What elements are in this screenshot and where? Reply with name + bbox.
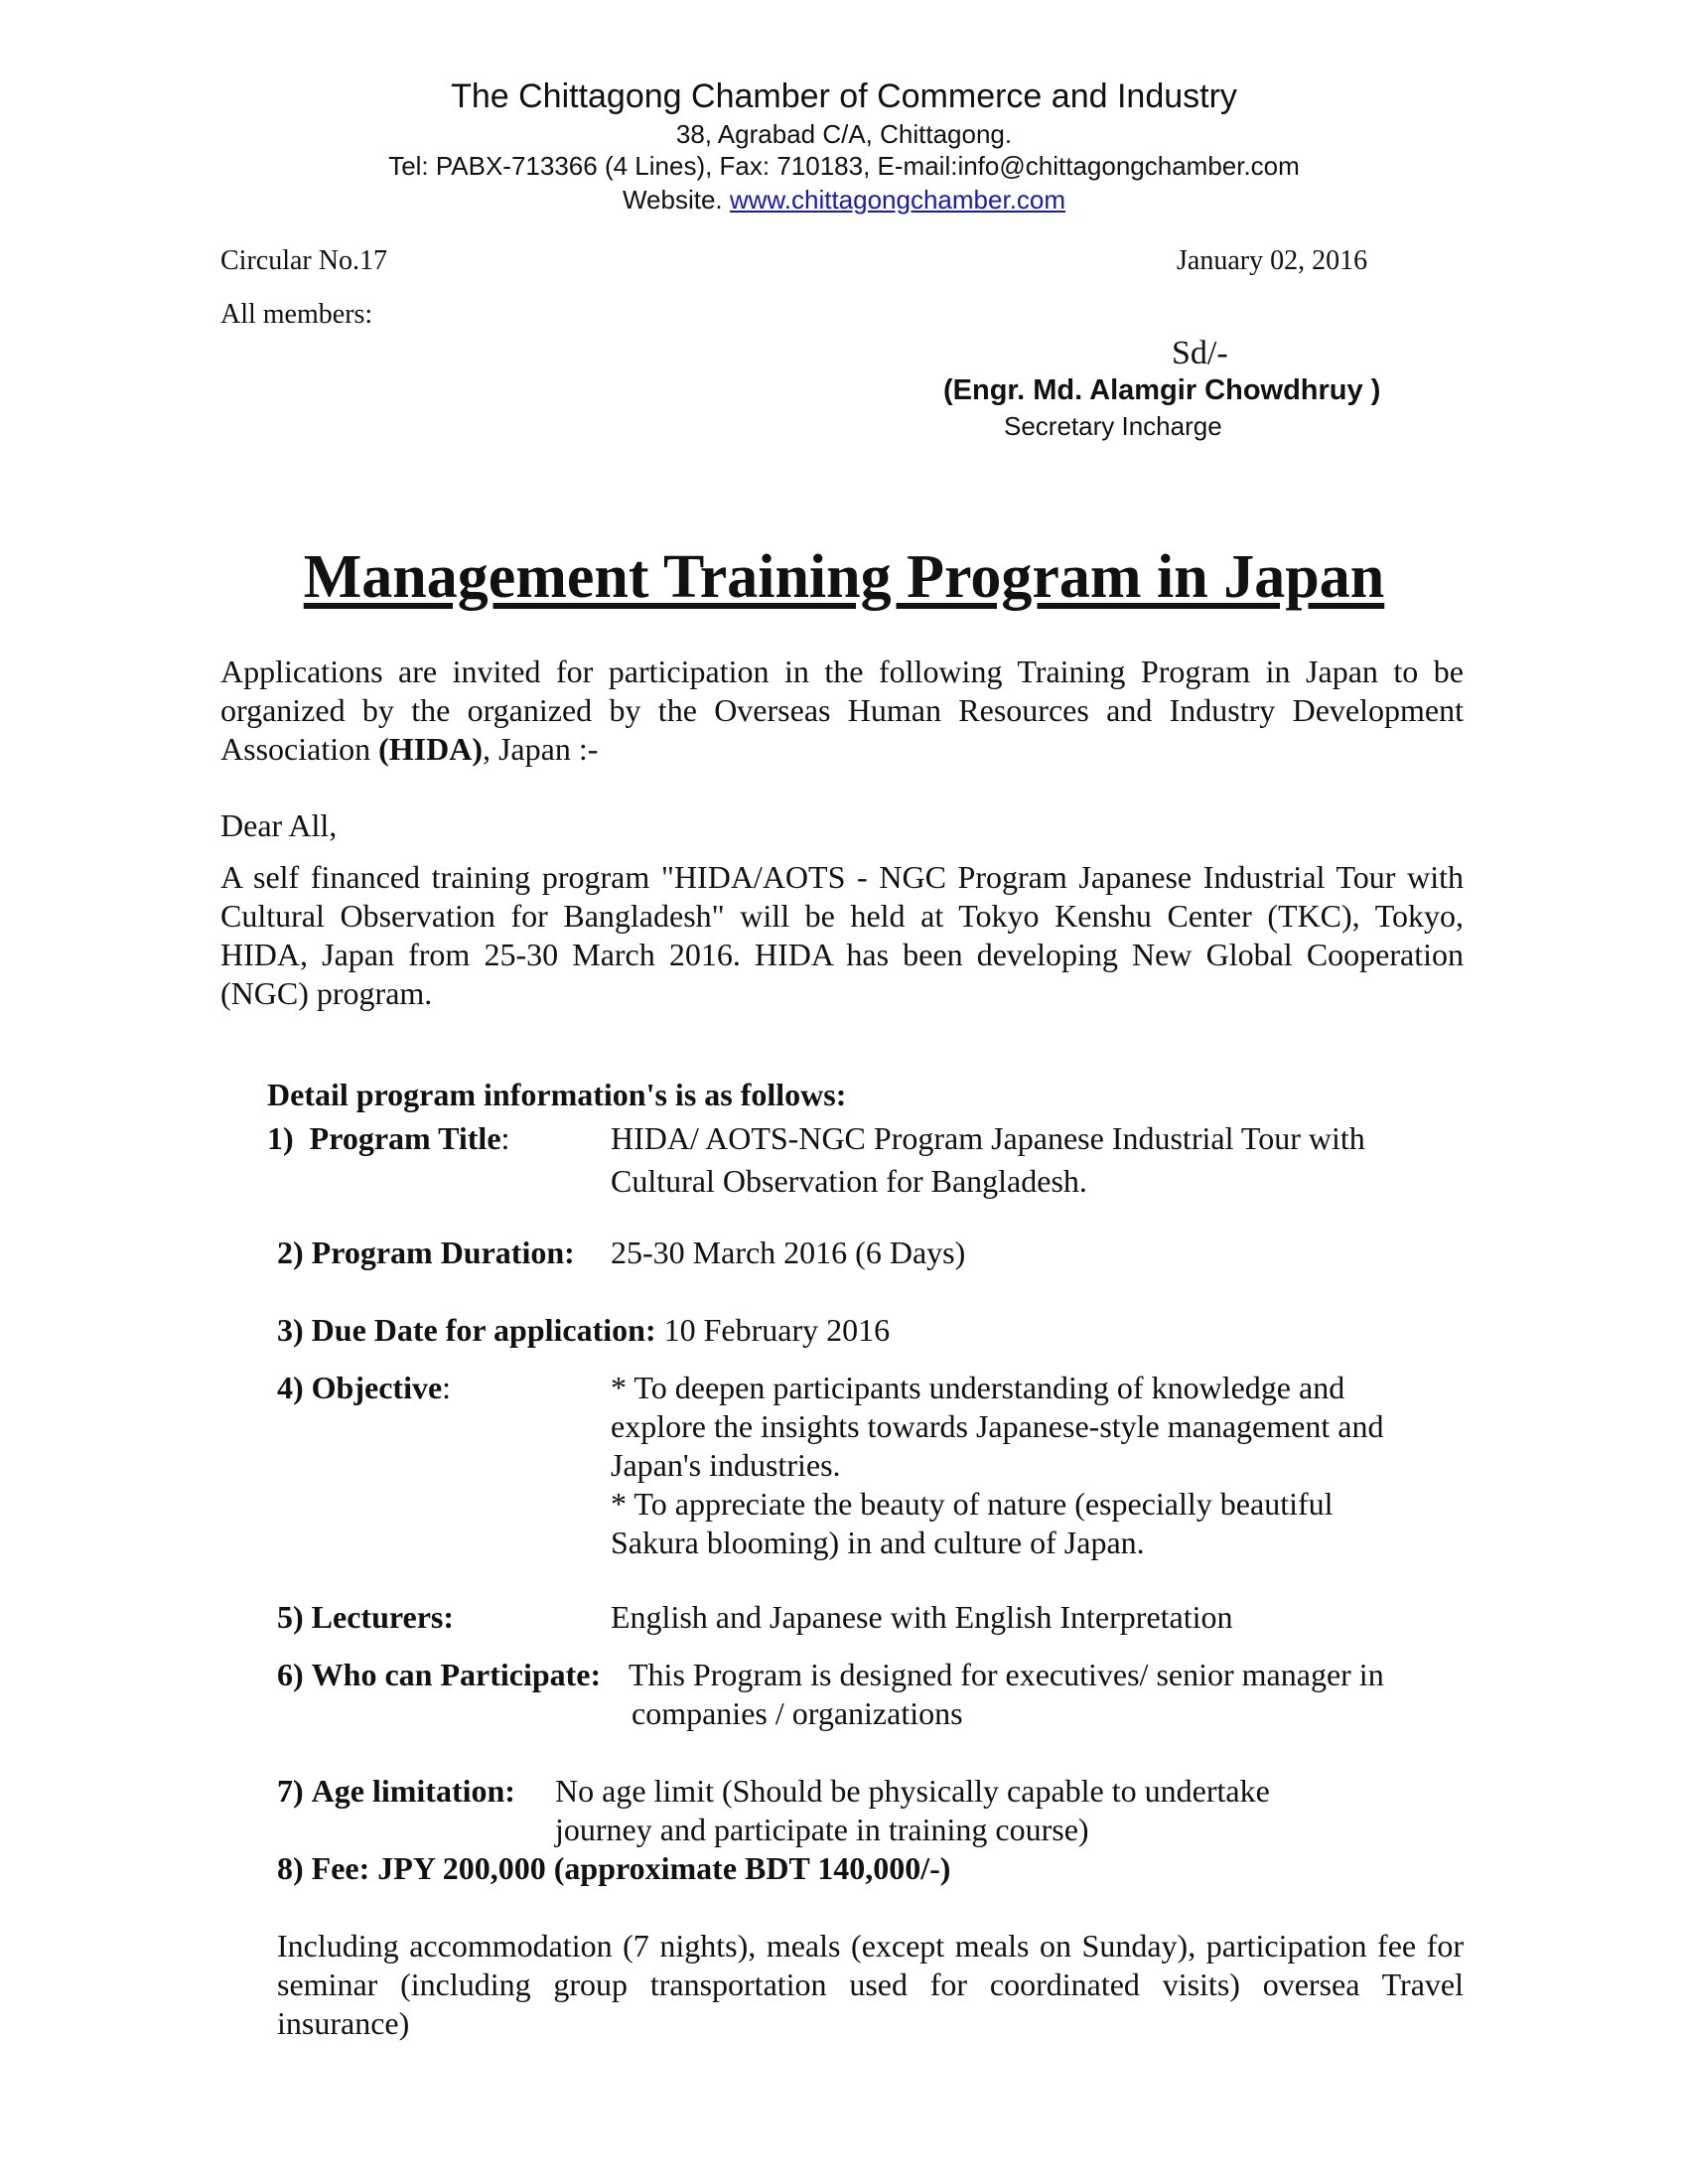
detail-item-1-value: HIDA/ AOTS-NGC Program Japanese Industrial Tour with Cultural Observation for Bangladesh. (611, 1120, 1365, 1199)
intro-bold: (HIDA) (378, 731, 483, 767)
website-label: Website. (622, 185, 723, 215)
intro-text-after: , Japan :- (482, 731, 599, 767)
page-title: Management Training Program in Japan (303, 543, 1385, 611)
org-website-line (0, 185, 1688, 216)
description-paragraph: A self financed training program "HIDA/AOTS - NGC Program Japanese Industrial Tour with Cultural Observation for Bangladesh" will be held at Tokyo Kenshu Center (TKC), Tokyo, HIDA, Japan from 25-30 March 2016. HIDA has been developing New Global Cooperation (NGC) program. (220, 859, 1464, 1011)
detail-item-3: 3) Due Date for application: 10 February 2016 (277, 1312, 891, 1348)
detail-item-6-label: 6) Who can Participate: (277, 1657, 602, 1692)
detail-item-7-label: 7) Age limitation: (277, 1773, 515, 1809)
circular-number: Circular No.17 (220, 245, 387, 276)
org-address: 38, Agrabad C/A, Chittagong. (675, 119, 1013, 149)
detail-item-2-label: 2) Program Duration: (277, 1235, 575, 1270)
detail-item-8: 8) Fee: JPY 200,000 (approximate BDT 140,000/-) (277, 1850, 951, 1886)
detail-item-7-value: No age limit (Should be physically capable to undertake journey and participate in training course) (555, 1773, 1270, 1847)
circular-recipients: All members: (220, 299, 373, 330)
intro-text: Applications are invited for participation in the following Training Program in Japan to be organized by the organized by the Overseas Human Resources and Industry Development Association (220, 654, 1464, 767)
detail-item-5-value: English and Japanese with English Interpretation (611, 1599, 1233, 1635)
detail-item-2-value: 25-30 March 2016 (6 Days) (611, 1235, 966, 1270)
detail-item-5-label: 5) Lecturers: (277, 1599, 454, 1635)
circular-date: January 02, 2016 (1177, 245, 1368, 276)
detail-item-6-value: This Program is designed for executives/ senior manager in companies / organizations (629, 1657, 1384, 1731)
details-heading: Detail program information's is as follows: (267, 1077, 847, 1112)
fee-note: Including accommodation (7 nights), meals (except meals on Sunday), participation fee for seminar (including group transportation used for coordinated visits) oversea Travel insurance) (277, 1928, 1464, 2041)
intro-paragraph (220, 653, 1464, 769)
signatory-name: (Engr. Md. Alamgir Chowdhruy ) (943, 374, 1381, 406)
org-contact: Tel: PABX-713366 (4 Lines), Fax: 710183, E-mail:info@chittagongchamber.com (388, 151, 1300, 181)
detail-item-4-label: 4) Objective: (277, 1370, 452, 1405)
signature-sd: Sd/- (1172, 335, 1228, 371)
website-link[interactable]: www.chittagongchamber.com (729, 185, 1066, 215)
detail-item-1-label: 1) Program Title: (267, 1120, 510, 1156)
greeting: Dear All, (220, 807, 338, 843)
org-name: The Chittagong Chamber of Commerce and Industry (451, 77, 1237, 115)
signatory-designation: Secretary Incharge (1004, 411, 1222, 441)
detail-item-4-value: * To deepen participants understanding of knowledge and explore the insights towards Japanese-style management and Japan's industries. * To appreciate the beauty of nature (especially beautiful Sakura blooming) in and culture of Japan. (611, 1370, 1384, 1560)
